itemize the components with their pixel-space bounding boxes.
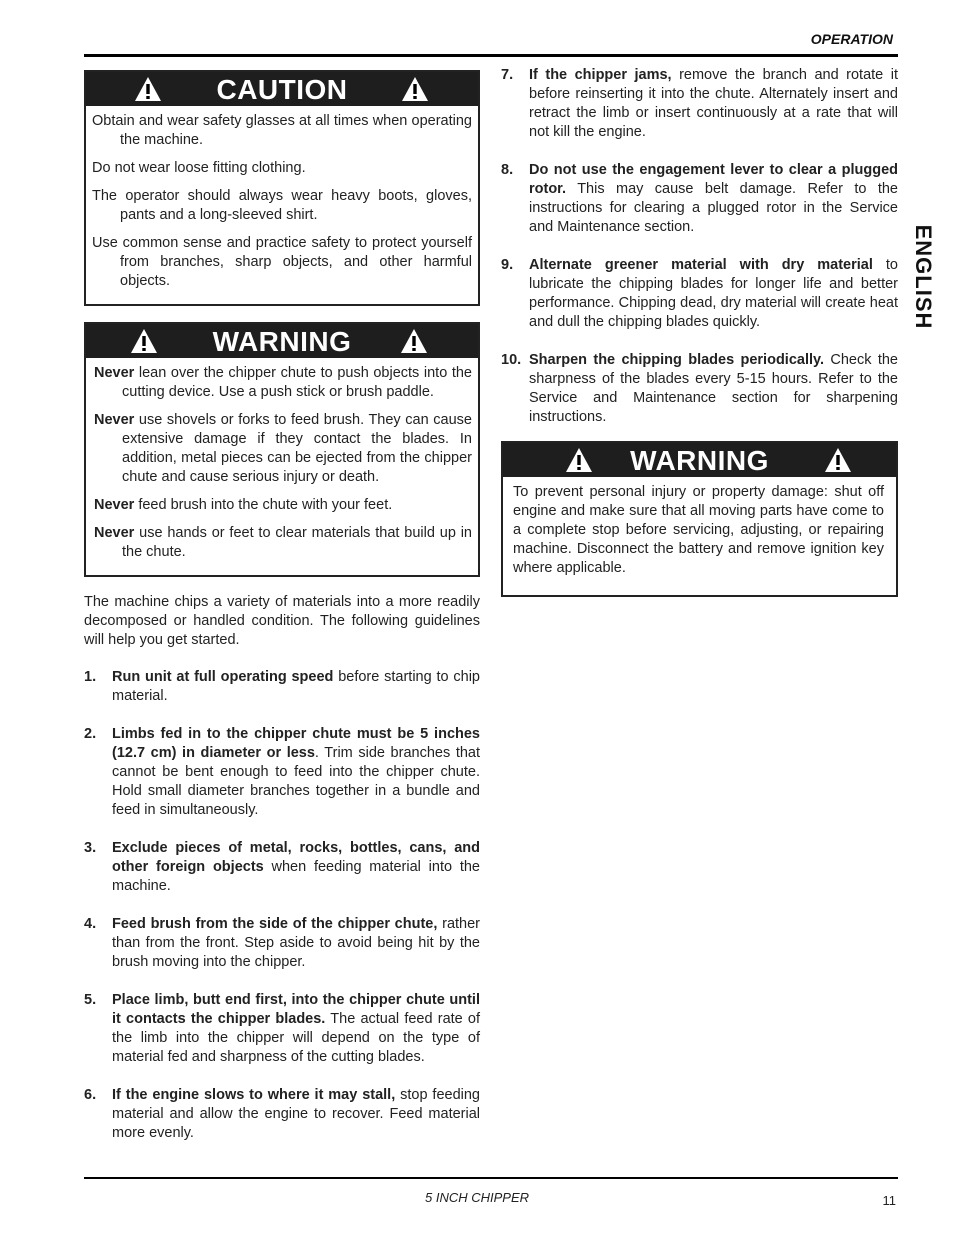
warning-item-text: use shovels or forks to feed brush. They can cause extensive damage if they contact the blades. In addition, metal pieces can be ejected from the chipper chute and cause serious injury or death. bbox=[122, 412, 472, 485]
warning-triangle-icon bbox=[400, 328, 428, 354]
step-bold: Exclude pieces of metal, rocks, bottles, cans, and other foreign objects bbox=[112, 840, 480, 875]
caution-item: The operator should always wear heavy boots, gloves, pants and a long-sleeved shirt. bbox=[92, 188, 472, 223]
warning-item-lead: Never bbox=[94, 497, 135, 513]
step-bold: Place limb, butt end first, into the chipper chute until it contacts the chipper blades. bbox=[112, 992, 480, 1027]
warning-item-text: use hands or feet to clear materials that build up in the chute. bbox=[122, 525, 472, 560]
step-number: 4. bbox=[84, 916, 97, 932]
step-item bbox=[84, 725, 480, 820]
caution-banner bbox=[86, 72, 478, 106]
warning-item-lead: Never bbox=[94, 365, 135, 381]
warning-item bbox=[94, 496, 472, 515]
step-text: rather than from the front. Step aside to avoid being hit by the brush moving into the chipper. bbox=[112, 916, 480, 970]
warning-item bbox=[94, 411, 472, 487]
warning-item bbox=[94, 364, 472, 402]
caution-item: Obtain and wear safety glasses at all times when operating the machine. bbox=[92, 113, 472, 148]
warning-body bbox=[86, 358, 478, 575]
caution-box bbox=[84, 70, 480, 306]
step-number: 1. bbox=[84, 669, 97, 685]
warning-triangle-icon bbox=[134, 76, 162, 102]
step-item bbox=[501, 256, 898, 332]
step-number: 3. bbox=[84, 840, 97, 856]
step-bold: Feed brush from the side of the chipper chute, bbox=[112, 916, 438, 932]
warning-box-2 bbox=[501, 441, 898, 597]
warning-triangle-icon bbox=[130, 328, 158, 354]
page-number: 11 bbox=[882, 1193, 896, 1208]
right-column bbox=[501, 66, 898, 613]
left-column bbox=[84, 70, 480, 1162]
section-header: OPERATION bbox=[810, 31, 893, 47]
step-bold: Sharpen the chipping blades periodically. bbox=[529, 352, 825, 368]
warning-item-lead: Never bbox=[94, 525, 135, 541]
step-text: stop feeding material and allow the engine to recover. Feed material more evenly. bbox=[112, 1087, 480, 1141]
step-bold: Limbs fed in to the chipper chute must be 5 inches (12.7 cm) in diameter or less bbox=[112, 726, 480, 761]
step-item bbox=[501, 66, 898, 142]
warning-item bbox=[94, 524, 472, 562]
warning-triangle-icon bbox=[565, 447, 593, 473]
step-text: remove the branch and rotate it before reinserting it into the chute. Alternately insert and retract the limb or insert continuously at a rate that will not kill the engine. bbox=[529, 67, 898, 140]
steps-list-left bbox=[84, 668, 480, 1143]
step-item bbox=[501, 351, 898, 427]
caution-title: CAUTION bbox=[216, 73, 348, 105]
step-item bbox=[501, 161, 898, 237]
warning-text: To prevent personal injury or property damage: shut off engine and make sure that all moving parts have come to a complete stop before servicing, adjusting, or repairing machine. Disconnect the battery and remove ignition key where applicable. bbox=[513, 484, 884, 576]
step-number: 9. bbox=[501, 257, 514, 273]
step-bold: If the engine slows to where it may stall, bbox=[112, 1087, 396, 1103]
warning-triangle-icon bbox=[401, 76, 429, 102]
step-number: 5. bbox=[84, 992, 97, 1008]
warning-banner bbox=[503, 443, 896, 477]
step-bold: Alternate greener material with dry material bbox=[529, 257, 873, 273]
step-number: 6. bbox=[84, 1087, 97, 1103]
step-text: before starting to chip material. bbox=[112, 669, 480, 704]
caution-item: Use common sense and practice safety to protect yourself from branches, sharp objects, and other harmful objects. bbox=[92, 235, 472, 289]
step-number: 10. bbox=[501, 352, 522, 368]
step-item bbox=[84, 915, 480, 972]
step-item bbox=[84, 991, 480, 1067]
caution-item: Do not wear loose fitting clothing. bbox=[92, 160, 306, 176]
step-number: 7. bbox=[501, 67, 514, 83]
language-tab bbox=[903, 222, 943, 332]
warning-title: WARNING bbox=[212, 325, 352, 357]
footer-title: 5 INCH CHIPPER bbox=[424, 1190, 530, 1205]
caution-body bbox=[86, 106, 478, 304]
step-text: to lubricate the chipping blades for longer life and better performance. Chipping dead, dry material will create heat and dull the chipping blades quickly. bbox=[529, 257, 898, 330]
step-bold: Do not use the engagement lever to clear a plugged rotor. bbox=[529, 162, 898, 197]
language-tab-label: ENGLISH bbox=[911, 224, 936, 330]
step-number: 2. bbox=[84, 726, 97, 742]
warning-body bbox=[503, 477, 896, 595]
step-number: 8. bbox=[501, 162, 514, 178]
step-item bbox=[84, 668, 480, 706]
step-item bbox=[84, 1086, 480, 1143]
step-text: The actual feed rate of the limb into the chipper will depend on the type of material fed and sharpness of the cutting blades. bbox=[112, 1011, 481, 1065]
warning-banner bbox=[86, 324, 478, 358]
intro-paragraph: The machine chips a variety of materials into a more readily decomposed or handled condition. The following guidelines will help you get started. bbox=[84, 594, 480, 648]
warning-triangle-icon bbox=[824, 447, 852, 473]
step-text: Check the sharpness of the blades every 5-15 hours. Refer to the Service and Maintenance section for sharpening instructions. bbox=[529, 352, 898, 425]
step-bold: Run unit at full operating speed bbox=[112, 669, 334, 685]
step-bold: If the chipper jams, bbox=[529, 67, 672, 83]
step-text: . Trim side branches that cannot be bent enough to feed into the chipper chute. Hold small diameter branches together in a bundle and feed in simultaneously. bbox=[112, 745, 480, 818]
warning-title: WARNING bbox=[630, 444, 769, 476]
step-text: when feeding material into the machine. bbox=[112, 859, 480, 894]
step-item bbox=[84, 839, 480, 896]
warning-item-lead: Never bbox=[94, 412, 135, 428]
steps-list-right bbox=[501, 66, 898, 427]
step-text: This may cause belt damage. Refer to the instructions for clearing a plugged rotor in the Service and Maintenance section. bbox=[529, 181, 898, 235]
header-rule bbox=[84, 54, 898, 57]
footer-rule bbox=[84, 1177, 898, 1179]
warning-box-1 bbox=[84, 322, 480, 577]
warning-item-text: lean over the chipper chute to push objects into the cutting device. Use a push stick or brush paddle. bbox=[122, 365, 472, 400]
warning-item-text: feed brush into the chute with your feet. bbox=[134, 497, 393, 513]
